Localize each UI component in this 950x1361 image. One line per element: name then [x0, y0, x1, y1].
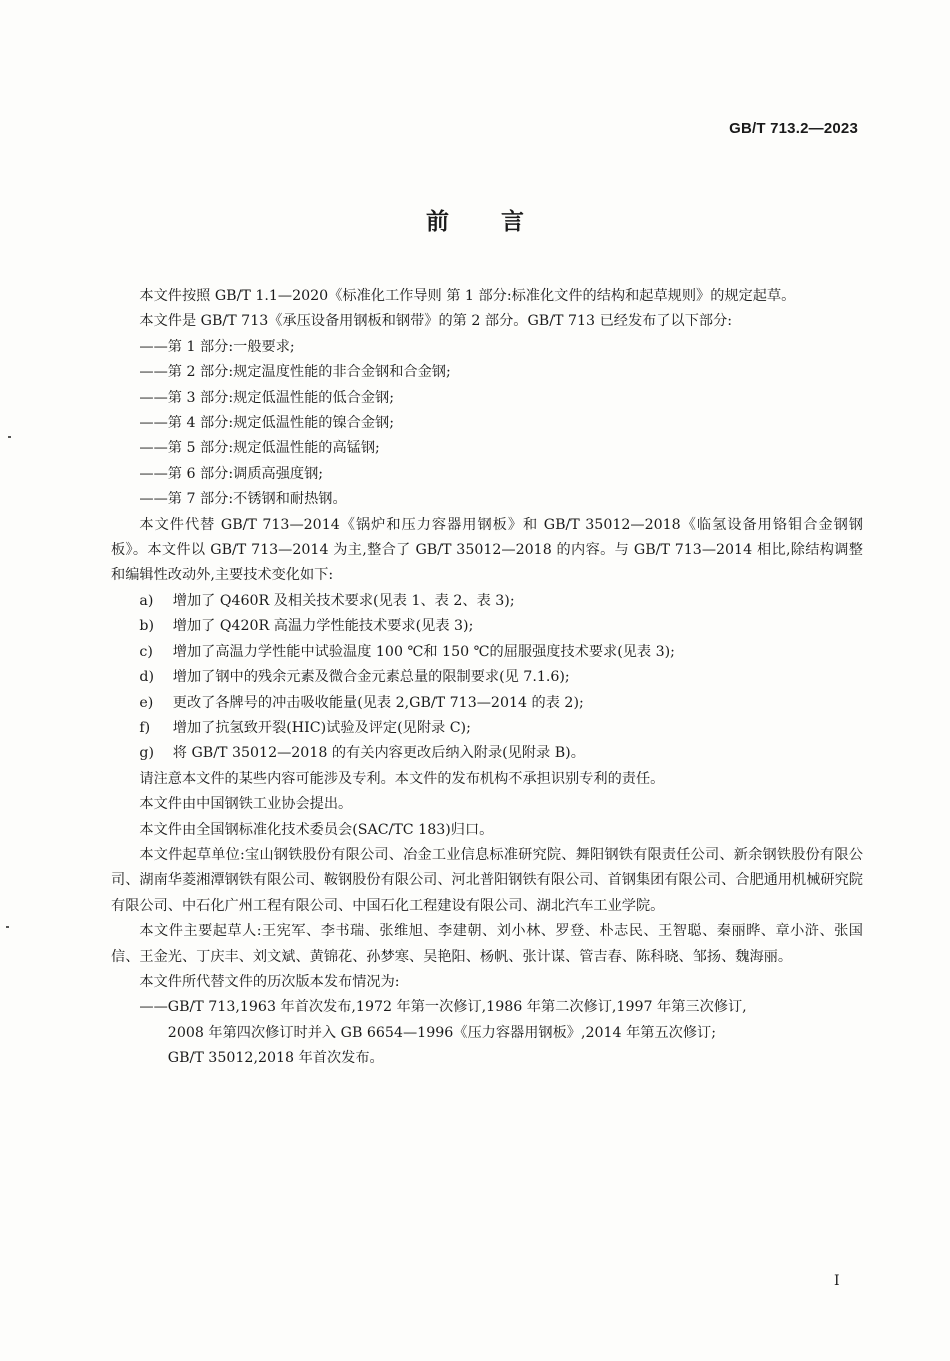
patent-note: 请注意本文件的某些内容可能涉及专利。本文件的发布机构不承担识别专利的责任。	[139, 770, 665, 787]
change-label: e)	[139, 694, 154, 711]
change-label: f)	[139, 719, 151, 736]
part-item: ——第 3 部分:规定低温性能的低合金钢;	[139, 389, 394, 406]
change-item	[111, 741, 863, 766]
part-item: ——第 5 部分:规定低温性能的高锰钢;	[139, 440, 380, 457]
change-text: 增加了 Q460R 及相关技术要求(见表 1、表 2、表 3);	[172, 592, 515, 609]
replace-paragraph: 本文件代替 GB/T 713—2014《锅炉和压力容器用钢板》和 GB/T 35012—2018《临氢设备用铬钼合金钢钢板》。本文件以 GB/T 713—2014 为主,整合了 GB/T 35012—2018 的内容。与 GB/T 713—2014 相比,除结构调整和编辑性改动外,主要技术变化如下:	[111, 516, 863, 584]
part-item: ——第 7 部分:不锈钢和耐热钢。	[139, 491, 347, 508]
drafting-units-paragraph: 本文件起草单位:宝山钢铁股份有限公司、冶金工业信息标准研究院、舞阳钢铁有限责任公司、新余钢铁股份有限公司、湖南华菱湘潭钢铁有限公司、鞍钢股份有限公司、河北普阳钢铁有限公司、首钢集团有限公司、合肥通用机械研究院有限公司、中石化广州工程有限公司、中国石化工程建设有限公司、湖北汽车工业学院。	[111, 846, 863, 914]
change-item	[111, 691, 863, 716]
change-text: 增加了钢中的残余元素及微合金元素总量的限制要求(见 7.1.6);	[172, 669, 570, 686]
series-intro-paragraph: 本文件是 GB/T 713《承压设备用钢板和钢带》的第 2 部分。GB/T 713 已经发布了以下部分:	[139, 313, 733, 330]
change-item	[111, 614, 863, 639]
body-text	[111, 284, 863, 1072]
drafters-paragraph: 本文件主要起草人:王宪军、李书瑞、张维旭、李建朝、刘小林、罗登、朴志民、王智聪、秦丽晔、章小浒、张国信、王金光、丁庆丰、刘文斌、黄锦花、孙梦寒、吴艳阳、杨帆、张计谋、管吉春、陈科晓、邹扬、魏海丽。	[111, 923, 863, 965]
history-intro: 本文件所代替文件的历次版本发布情况为:	[139, 973, 400, 990]
proposer-paragraph: 本文件由中国钢铁工业协会提出。	[139, 796, 353, 813]
part-item: ——第 4 部分:规定低温性能的镍合金钢;	[139, 415, 394, 432]
change-text: 增加了高温力学性能中试验温度 100 ℃和 150 ℃的屈服强度技术要求(见表 3);	[172, 643, 675, 660]
scan-speck	[8, 436, 11, 438]
standard-id: GB/T 713.2—2023	[729, 120, 858, 137]
change-label: g)	[139, 745, 155, 762]
change-text: 更改了各牌号的冲击吸收能量(见表 2,GB/T 713—2014 的表 2);	[172, 694, 584, 711]
change-text: 增加了 Q420R 高温力学性能技术要求(见表 3);	[172, 618, 474, 635]
change-label: a)	[139, 592, 154, 609]
change-item	[111, 716, 863, 741]
change-item	[111, 640, 863, 665]
scan-speck	[6, 926, 9, 928]
part-item: ——第 1 部分:一般要求;	[139, 338, 295, 355]
intro-paragraph: 本文件按照 GB/T 1.1—2020《标准化工作导则 第 1 部分:标准化文件的结构和起草规则》的规定起草。	[139, 288, 796, 304]
part-item: ——第 6 部分:调质高强度钢;	[139, 465, 324, 482]
page-number: I	[834, 1273, 840, 1289]
history-line: ——GB/T 713,1963 年首次发布,1972 年第一次修订,1986 年第二次修订,1997 年第三次修订,	[139, 999, 747, 1016]
part-item: ——第 2 部分:规定温度性能的非合金钢和合金钢;	[139, 364, 451, 381]
committee-paragraph: 本文件由全国钢标准化技术委员会(SAC/TC 183)归口。	[139, 821, 494, 838]
change-label: b)	[139, 618, 155, 635]
change-item	[111, 589, 863, 614]
page-title: 前言	[426, 209, 576, 235]
change-label: d)	[139, 669, 155, 686]
change-text: 增加了抗氢致开裂(HIC)试验及评定(见附录 C);	[172, 719, 471, 736]
history-line: GB/T 35012,2018 年首次发布。	[167, 1050, 384, 1067]
change-text: 将 GB/T 35012—2018 的有关内容更改后纳入附录(见附录 B)。	[172, 745, 585, 762]
change-item	[111, 665, 863, 690]
change-label: c)	[139, 643, 153, 660]
history-line: 2008 年第四次修订时并入 GB 6654—1996《压力容器用钢板》,2014 年第五次修订;	[167, 1024, 716, 1041]
